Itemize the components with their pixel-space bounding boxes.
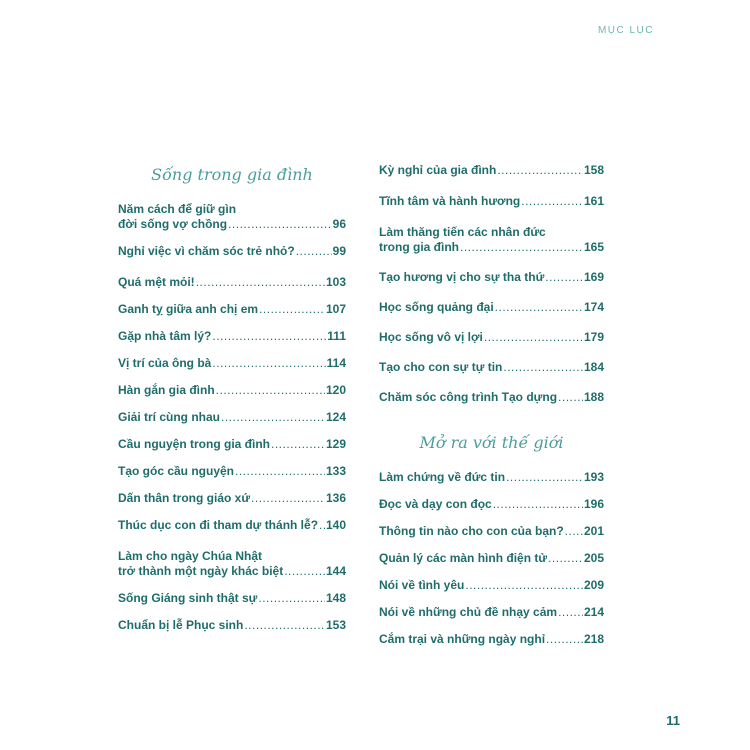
dot-leader <box>284 564 325 579</box>
toc-column-right <box>379 163 604 647</box>
dot-leader <box>319 518 325 533</box>
toc-page-number: 214 <box>583 605 604 619</box>
dot-leader <box>244 618 325 633</box>
toc-entry <box>118 518 346 533</box>
toc-entry-title: Tạo góc cầu nguyện <box>118 464 235 478</box>
toc-page-number: 144 <box>325 564 346 578</box>
toc-entry <box>379 632 604 647</box>
toc-entry-title: Vị trí của ông bà <box>118 356 212 370</box>
dot-leader <box>271 437 325 452</box>
toc-entry-title: Tạo cho con sự tự tin <box>379 360 503 374</box>
dot-leader <box>545 270 583 285</box>
toc-entry <box>118 356 346 371</box>
toc-entry-title: Ganh tỵ giữa anh chị em <box>118 302 259 316</box>
dot-leader <box>460 240 583 255</box>
dot-leader <box>251 491 325 506</box>
toc-page-number: 148 <box>325 591 346 605</box>
toc-list <box>379 163 604 405</box>
toc-entry-title: Nói về những chủ đề nhạy cảm <box>379 605 558 619</box>
toc-entry-title: Giải trí cùng nhau <box>118 410 221 424</box>
toc-entry <box>118 437 346 452</box>
dot-leader <box>296 244 332 259</box>
toc-entry <box>379 524 604 539</box>
toc-entry-title: Cầu nguyện trong gia đình <box>118 437 270 451</box>
dot-leader <box>558 390 583 405</box>
toc-entry-title: trong gia đình <box>379 240 459 254</box>
toc-entry-title: Làm thăng tiến các nhân đức <box>379 225 546 239</box>
toc-entry <box>379 360 604 375</box>
dot-leader <box>548 551 583 566</box>
toc-entry <box>118 549 346 579</box>
toc-entry-title: Đọc và dạy con đọc <box>379 497 492 511</box>
toc-page-number: 120 <box>325 383 346 397</box>
toc-page-number: 124 <box>325 410 346 424</box>
toc-page-number: 111 <box>327 329 346 343</box>
running-header: MỤC LỤC <box>597 25 654 36</box>
toc-entry-title: Học sống quảng đại <box>379 300 494 314</box>
toc-entry-title: Nghỉ việc vì chăm sóc trẻ nhỏ? <box>118 244 295 258</box>
toc-page-number: 218 <box>583 632 604 646</box>
toc-entry <box>379 300 604 315</box>
toc-page-number: 169 <box>583 270 604 284</box>
dot-leader <box>212 356 325 371</box>
toc-entry-title: Nói về tình yêu <box>379 578 465 592</box>
toc-page-number: 165 <box>583 240 604 254</box>
toc-entry <box>118 491 346 506</box>
toc-entry-title: Chuẩn bị lễ Phục sinh <box>118 618 244 632</box>
toc-entry-title: Quá mệt mỏi! <box>118 275 195 289</box>
toc-page-number: 140 <box>325 518 346 532</box>
toc-entry-title: Quản lý các màn hình điện tử <box>379 551 548 565</box>
toc-entry <box>379 551 604 566</box>
toc-entry <box>118 591 346 606</box>
toc-entry-title: Kỳ nghỉ của gia đình <box>379 163 497 177</box>
toc-entry <box>379 390 604 405</box>
toc-entry <box>118 202 346 232</box>
toc-page-number: 161 <box>583 194 604 208</box>
toc-page-number: 114 <box>326 356 346 370</box>
toc-entry-title: Hàn gắn gia đình <box>118 383 215 397</box>
toc-page-number: 133 <box>325 464 346 478</box>
toc-entry-title: Thúc dục con đi tham dự thánh lễ? <box>118 518 319 532</box>
toc-entry <box>118 275 346 290</box>
toc-entry-title: Gặp nhà tâm lý? <box>118 329 212 343</box>
dot-leader <box>221 410 325 425</box>
dot-leader <box>235 464 325 479</box>
toc-page-number: 209 <box>583 578 604 592</box>
toc-column-left <box>118 165 346 633</box>
toc-entry <box>379 470 604 485</box>
toc-entry <box>379 578 604 593</box>
toc-entry <box>118 329 346 344</box>
dot-leader <box>228 217 332 232</box>
toc-entry-title: Dấn thân trong giáo xứ <box>118 491 251 505</box>
toc-entry-title: Cắm trại và những ngày nghỉ <box>379 632 546 646</box>
toc-page-number: 153 <box>325 618 346 632</box>
toc-entry <box>379 194 604 209</box>
dot-leader <box>212 329 326 344</box>
toc-entry <box>379 605 604 620</box>
toc-page-number: 99 <box>332 244 346 258</box>
toc-page-number: 129 <box>325 437 346 451</box>
toc-page-number: 205 <box>583 551 604 565</box>
dot-leader <box>495 300 583 315</box>
toc-page-number: 193 <box>583 470 604 484</box>
toc-page-number: 179 <box>583 330 604 344</box>
toc-entry <box>118 383 346 398</box>
toc-page-number: 174 <box>583 300 604 314</box>
toc-page-number: 103 <box>325 275 346 289</box>
dot-leader <box>465 578 583 593</box>
toc-entry-title: Tĩnh tâm và hành hương <box>379 194 521 208</box>
toc-entry-title: Chăm sóc công trình Tạo dựng <box>379 390 558 404</box>
dot-leader <box>258 591 325 606</box>
toc-entry <box>379 497 604 512</box>
dot-leader <box>259 302 325 317</box>
toc-page-number: 188 <box>583 390 604 404</box>
toc-entry <box>118 302 346 317</box>
toc-entry <box>118 464 346 479</box>
dot-leader <box>521 194 583 209</box>
toc-entry <box>118 244 346 259</box>
dot-leader <box>493 497 583 512</box>
toc-entry-title: Thông tin nào cho con của bạn? <box>379 524 564 538</box>
toc-page-number: 107 <box>325 302 346 316</box>
section-title: Mở ra với thế giới <box>419 433 564 452</box>
dot-leader <box>196 275 325 290</box>
toc-page-number: 201 <box>583 524 604 538</box>
toc-page-number: 184 <box>583 360 604 374</box>
dot-leader <box>565 524 583 539</box>
toc-entry-title: Sống Giáng sinh thật sự <box>118 591 258 605</box>
toc-entry-title: Học sống vô vị lợi <box>379 330 483 344</box>
toc-page-number: 96 <box>332 217 346 231</box>
page-number: 11 <box>666 713 680 728</box>
toc-entry <box>379 270 604 285</box>
dot-leader <box>506 470 583 485</box>
toc-page-number: 158 <box>583 163 604 177</box>
toc-entry-title: Tạo hương vị cho sự tha thứ <box>379 270 545 284</box>
dot-leader <box>503 360 583 375</box>
toc-entry <box>379 163 604 178</box>
toc-entry <box>118 410 346 425</box>
dot-leader <box>216 383 325 398</box>
toc-entry-title: trở thành một ngày khác biệt <box>118 564 284 578</box>
dot-leader <box>546 632 583 647</box>
toc-entry-title: Làm cho ngày Chúa Nhật <box>118 549 263 563</box>
dot-leader <box>484 330 583 345</box>
toc-list <box>118 202 346 633</box>
dot-leader <box>497 163 583 178</box>
toc-entry-title: Làm chứng về đức tin <box>379 470 506 484</box>
toc-page-number: 136 <box>325 491 346 505</box>
toc-entry <box>118 618 346 633</box>
section-title: Sống trong gia đình <box>151 165 313 184</box>
toc-list <box>379 470 604 647</box>
toc-entry <box>379 225 604 255</box>
dot-leader <box>558 605 583 620</box>
toc-entry <box>379 330 604 345</box>
toc-entry-title: đời sống vợ chồng <box>118 217 228 231</box>
toc-entry-title: Năm cách để giữ gìn <box>118 202 237 216</box>
toc-page-number: 196 <box>583 497 604 511</box>
